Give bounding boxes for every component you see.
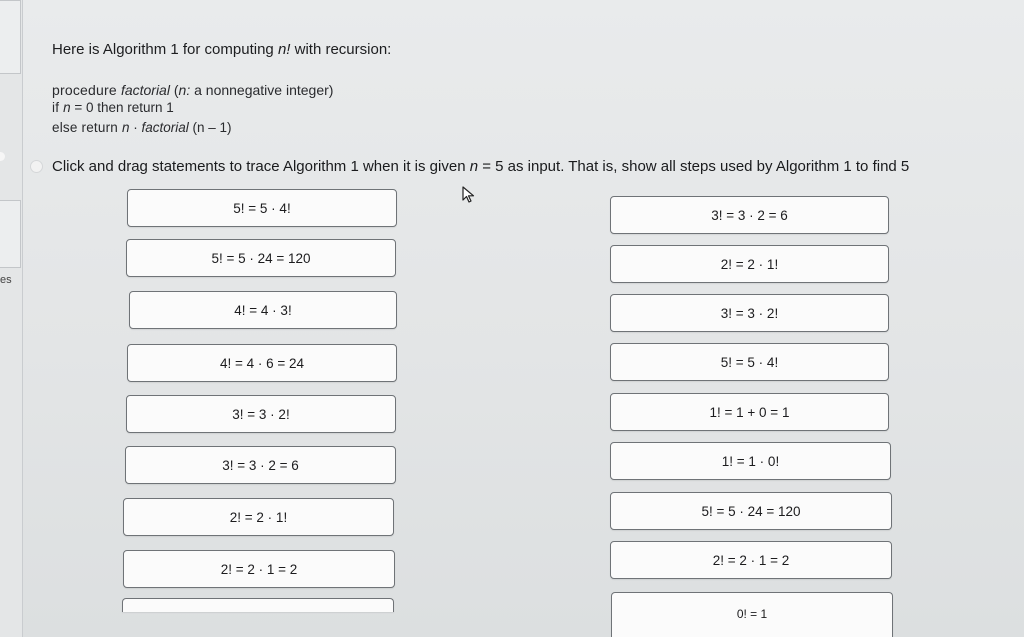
statement-card-left-partial[interactable]: [122, 598, 394, 612]
statement-text: 2! = 2 · 1 = 2: [220, 561, 298, 577]
procedure-line-1: procedure factorial (n: a nonnegative integer): [52, 82, 334, 98]
statement-text: 2! = 2 · 1!: [720, 256, 779, 272]
procedure-line-3: else return n · factorial (n – 1): [52, 120, 232, 135]
statement-card-left[interactable]: [127, 189, 397, 227]
statement-text: 5! = 5 · 4!: [720, 354, 779, 370]
statement-text: 0! = 1: [736, 607, 768, 621]
sidebar-tab[interactable]: [0, 200, 21, 268]
statement-card-right[interactable]: [610, 294, 889, 332]
statement-text: 5! = 5 · 24 = 120: [701, 503, 801, 519]
statement-text: 3! = 3 · 2!: [720, 305, 779, 321]
statement-text: 4! = 4 · 6 = 24: [219, 355, 305, 371]
statement-text: 5! = 5 · 24 = 120: [211, 250, 311, 266]
sidebar-tab[interactable]: [0, 0, 21, 74]
statement-card-left[interactable]: [123, 550, 395, 588]
sidebar-label: es: [0, 274, 12, 286]
statement-text: 5! = 5 · 4!: [233, 200, 291, 216]
statement-card-right[interactable]: [610, 541, 892, 579]
statement-card-right[interactable]: [610, 245, 889, 283]
statement-text: 1! = 1 · 0!: [721, 453, 780, 469]
instruction-text: Click and drag statements to trace Algorithm 1 when it is given n = 5 as input. That is, show all steps used by Algorithm 1 to find 5: [52, 158, 910, 175]
statement-text: 3! = 3 · 2 = 6: [711, 207, 788, 223]
statement-card-right[interactable]: [610, 343, 889, 381]
statement-card-left[interactable]: [125, 446, 396, 484]
statement-card-right[interactable]: [610, 196, 889, 234]
statement-card-left[interactable]: [123, 498, 394, 536]
statement-text: 1! = 1 + 0 = 1: [709, 404, 790, 420]
statement-text: 3! = 3 · 2 = 6: [222, 457, 299, 473]
statement-text: 2! = 2 · 1 = 2: [712, 552, 790, 568]
procedure-line-2: if n = 0 then return 1: [52, 100, 174, 115]
statement-card-left[interactable]: [127, 344, 397, 382]
statement-text: 2! = 2 · 1!: [229, 509, 288, 525]
left-sidebar-edge: [0, 0, 23, 637]
statement-card-left[interactable]: [129, 291, 397, 329]
statement-card-left[interactable]: [126, 395, 396, 433]
statement-card-left[interactable]: [126, 239, 396, 277]
statement-text: 3! = 3 · 2!: [232, 406, 290, 422]
mouse-pointer-icon: [462, 186, 476, 204]
statement-text: 4! = 4 · 3!: [234, 302, 292, 318]
sidebar-indicator-dot: [0, 152, 5, 161]
statement-card-right[interactable]: [610, 393, 889, 431]
intro-text: Here is Algorithm 1 for computing n! with recursion:: [52, 41, 392, 58]
statement-card-right-partial[interactable]: [611, 592, 893, 637]
instruction-dot: [30, 160, 43, 173]
statement-card-right[interactable]: [610, 442, 891, 480]
statement-card-right[interactable]: [610, 492, 892, 530]
